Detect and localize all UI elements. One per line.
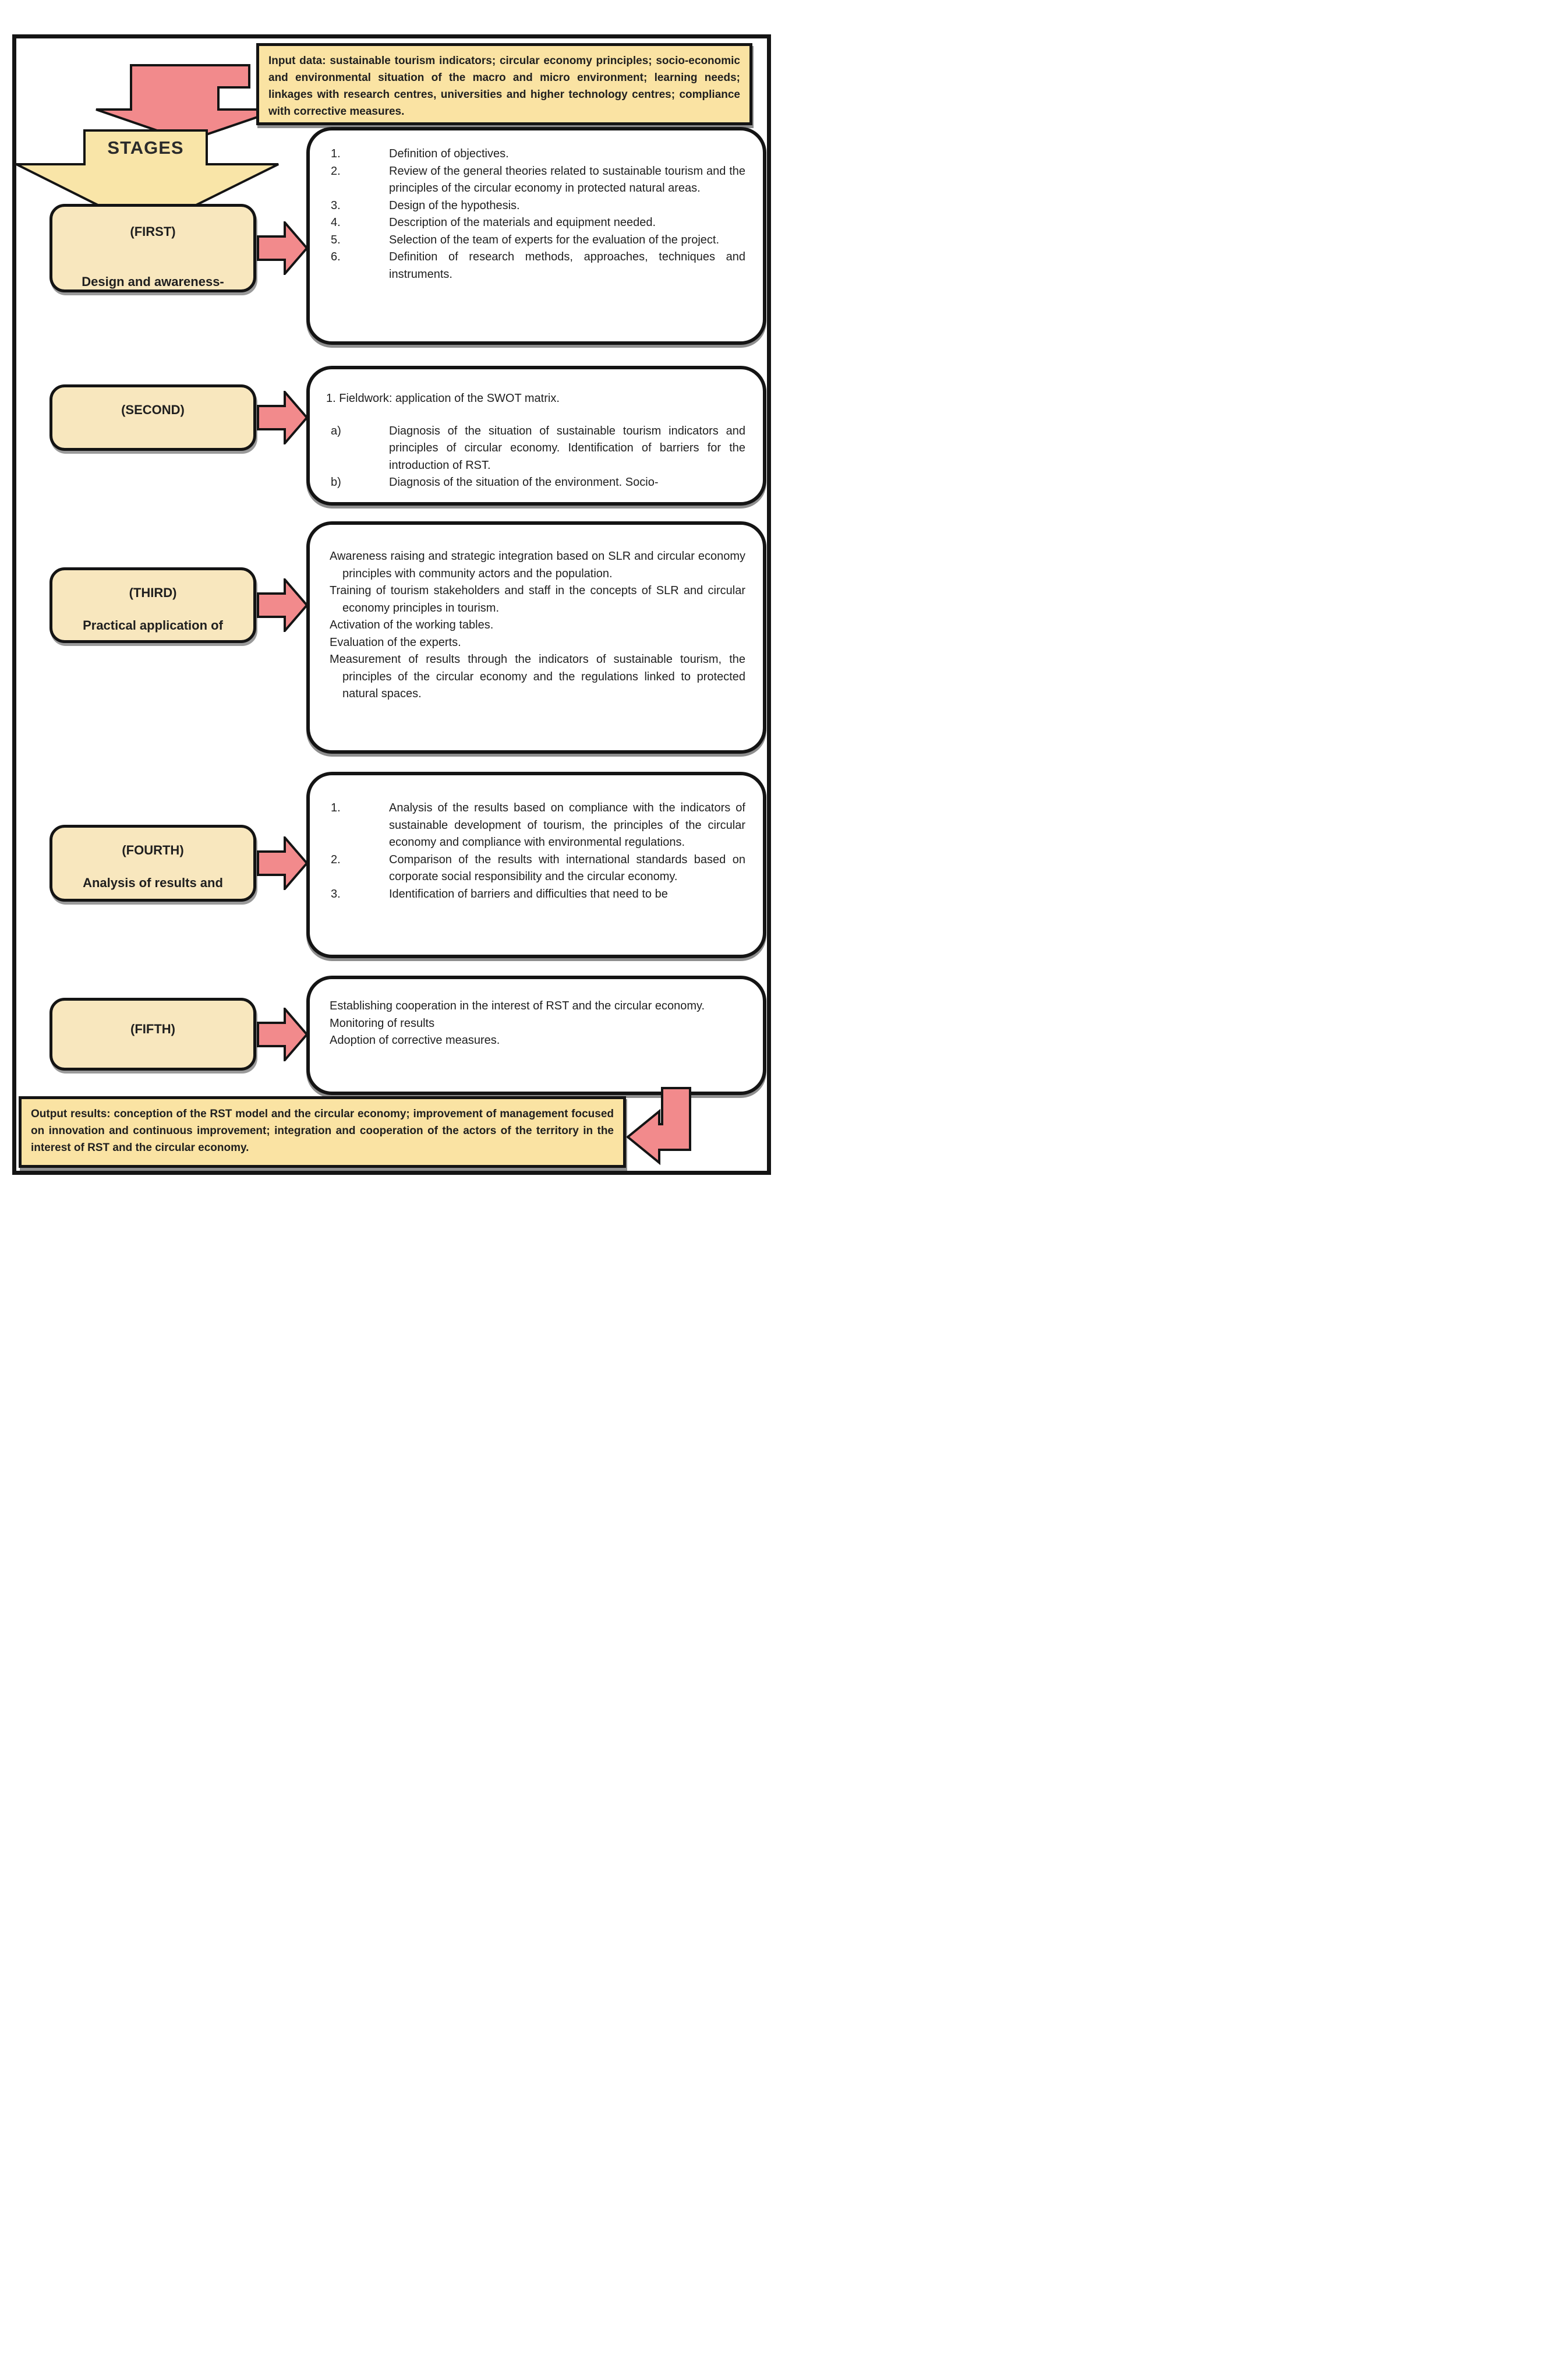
list-text: Identification of barriers and difficulties that need to be — [389, 887, 668, 901]
stage-label: (FOURTH) — [122, 843, 184, 857]
stage-subtitle: Analysis of results and — [83, 875, 223, 890]
stage-subtitle: Design and awareness- — [82, 274, 224, 289]
list-marker: 5. — [331, 233, 341, 246]
list-marker: 2. — [331, 164, 341, 178]
list-marker: 6. — [331, 250, 341, 263]
list-item — [326, 249, 745, 283]
stage-box-first — [49, 204, 256, 292]
stage-box-second — [49, 384, 256, 451]
list-marker: b) — [331, 476, 341, 489]
list-item — [326, 214, 745, 232]
list-item — [326, 800, 745, 852]
list-item: Evaluation of the experts. — [330, 635, 461, 649]
list-item: Activation of the working tables. — [330, 619, 494, 631]
list-marker: 1. — [331, 801, 341, 814]
stage-box-fifth — [49, 998, 256, 1071]
list-text: Design of the hypothesis. — [389, 199, 520, 212]
output-results-text: Output results: conception of the RST model and the circular economy; improvement of management focused on innovation and continuous improvement; integration and cooperation of the actors of the territory in the interest of RST and the circular economy. — [31, 1108, 614, 1154]
list-item — [326, 197, 745, 215]
arrow-right-icon — [257, 836, 308, 890]
stage-panel-second — [306, 366, 766, 506]
list-text: Definition of objectives. — [389, 147, 509, 160]
list-item: Measurement of results through the indicators of sustainable tourism, the principles of the circular economy and the regulations linked to protected natural spaces. — [330, 653, 745, 700]
list-item — [326, 852, 745, 886]
numbered-list — [326, 800, 745, 903]
list-text: Diagnosis of the situation of sustainable tourism indicators and principles of circular economy. Identification of barriers for the introduction of RST. — [389, 424, 745, 472]
list-item: Awareness raising and strategic integration based on SLR and circular economy principles with community actors and the population. — [330, 550, 745, 580]
panel-intro: 1. Fieldwork: application of the SWOT matrix. — [326, 392, 560, 405]
stages-label: STAGES — [107, 137, 184, 158]
stage-panel-first — [306, 127, 766, 345]
flow-arrow-left-icon — [624, 1087, 697, 1166]
flowchart-diagram — [0, 0, 781, 1190]
list-text: Definition of research methods, approaches, techniques and instruments. — [389, 250, 745, 281]
list-item: Establishing cooperation in the interest of RST and the circular economy. — [330, 1000, 705, 1012]
list-text: Selection of the team of experts for the evaluation of the project. — [389, 233, 720, 246]
stage-box-fourth — [49, 825, 256, 902]
list-item — [326, 423, 745, 475]
list-marker: a) — [331, 424, 341, 437]
list-text: Comparison of the results with international standards based on corporate social responsibility and the circular economy. — [389, 853, 745, 883]
list-item — [326, 232, 745, 249]
numbered-list — [326, 146, 745, 283]
paragraph-list — [330, 548, 745, 703]
stage-box-third — [49, 567, 256, 643]
arrow-right-icon — [257, 1008, 308, 1061]
stage-panel-fifth — [306, 976, 766, 1095]
list-marker: 3. — [331, 199, 341, 212]
list-item: Training of tourism stakeholders and staff in the concepts of SLR and circular economy principles in tourism. — [330, 584, 745, 615]
list-item — [326, 146, 745, 163]
lettered-list — [326, 423, 745, 492]
list-marker: 2. — [331, 853, 341, 866]
list-item — [326, 474, 745, 492]
list-item — [326, 163, 745, 197]
list-text: Description of the materials and equipment needed. — [389, 216, 656, 229]
stage-subtitle: Practical application of — [83, 618, 223, 633]
list-text: Analysis of the results based on compliance with the indicators of sustainable development of tourism, the principles of the circular economy and compliance with environmental regulations. — [389, 801, 745, 849]
arrow-right-icon — [257, 221, 308, 275]
output-results-box — [19, 1096, 626, 1168]
paragraph-list — [330, 998, 745, 1050]
list-marker: 3. — [331, 887, 341, 901]
stage-panel-fourth — [306, 772, 766, 958]
list-text: Diagnosis of the situation of the environment. Socio- — [389, 476, 659, 489]
list-marker: 4. — [331, 216, 341, 229]
input-data-text: Input data: sustainable tourism indicators; circular economy principles; socio-economic and environmental situation of the macro and micro environment; learning needs; linkages with research centres, universities and higher technology centres; compliance with corrective measures. — [268, 55, 740, 118]
stage-label: (SECOND) — [121, 402, 185, 417]
list-text: Review of the general theories related to sustainable tourism and the principles of the circular economy in protected natural areas. — [389, 164, 745, 195]
arrow-right-icon — [257, 578, 308, 632]
list-item: Monitoring of results — [330, 1016, 435, 1030]
input-data-box — [256, 43, 752, 125]
list-item — [326, 886, 745, 903]
stage-label: (FIFTH) — [130, 1022, 175, 1036]
arrow-right-icon — [257, 391, 308, 444]
list-marker: 1. — [331, 147, 341, 160]
stage-label: (FIRST) — [130, 224, 176, 239]
stage-label: (THIRD) — [129, 585, 177, 600]
list-item: Adoption of corrective measures. — [330, 1034, 500, 1047]
stage-panel-third — [306, 521, 766, 754]
